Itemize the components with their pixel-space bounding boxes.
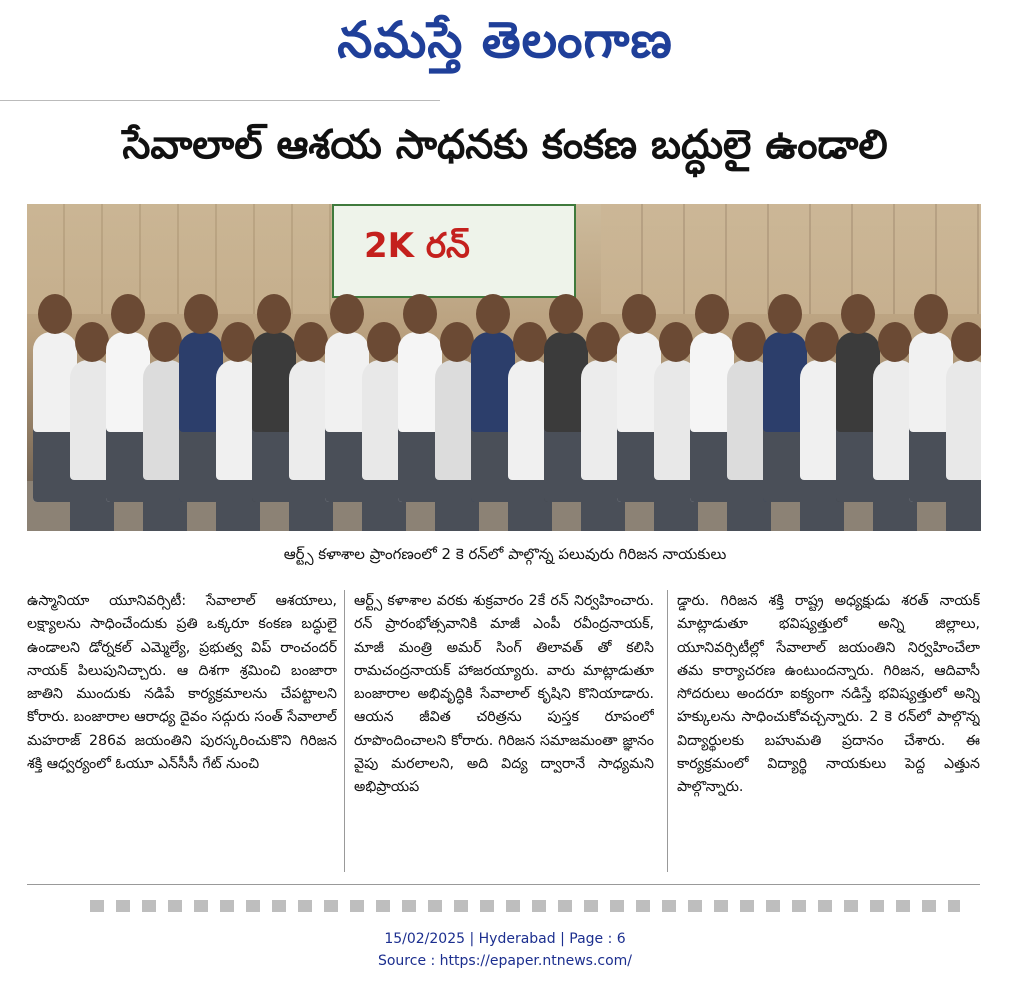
footer-date-location: 15/02/2025 | Hyderabad | Page : 6 [384,931,626,947]
person-head [549,294,583,334]
person-head [184,294,218,334]
person-figure [946,360,982,531]
person-head [294,322,328,362]
article-body [27,590,980,872]
article-column-1: ఉస్మానియా యూనివర్సిటీ: సేవాలాల్ ఆశయాలు, లక్ష్యాలను సాధించేందుకు ప్రతి ఒక్కరూ కంకణ బద్ధులై ఉండాలని డోర్నకల్ ఎమ్మెల్యే, ప్రభుత్వ విప్ రాంచందర్ నాయక్ పిలుపునిచ్చారు. ఆ దిశగా శ్రమించి బంజారా జాతిని ముందుకు నడిపే కార్యక్రమాలను చేపట్టాలని కోరారు. బంజారాల ఆరాధ్య దైవం సద్గురు సంత్ సేవాలాల్ మహరాజ్ 286వ జయంతిని పురస్కరించుకొని గిరిజన శక్తి ఆధ్వర్యంలో ఓయూ ఎన్‌సీసీ గేట్ నుంచి [27,593,337,773]
person-head [440,322,474,362]
newspaper-logo: నమస్తే తెలంగాణ [337,11,673,69]
person-head [221,322,255,362]
article-column-2: ఆర్ట్స్ కళాశాల వరకు శుక్రవారం 2కే రన్ నిర్వహించారు. రన్ ప్రారంభోత్సవానికి మాజీ ఎంపీ రవీంద్రనాయక్, మాజీ మంత్రి అమర్ సింగ్ తిలావత్ తో కలిసి రామచంద్రనాయక్ హాజరయ్యారు. వారు మాట్లాడుతూ బంజారాల అభివృద్ధికి సేవాలాల్ కృషిని కొనియాడారు. ఆయన జీవిత చరిత్రను పుస్తక రూపంలో రూపొందించాలని కోరారు. గిరిజన సమాజమంతా జ్ఞానం వైపు మరలాలని, అది విద్య ద్వారానే సాధ్యమని అభిప్రాయప [354,593,654,796]
person-head [75,322,109,362]
person-head [622,294,656,334]
column-divider [344,590,345,872]
masthead [0,0,1010,80]
person-head [476,294,510,334]
person-head [586,322,620,362]
next-article-cut-headline [90,900,960,912]
person-head [148,322,182,362]
article-bottom-rule [27,884,980,885]
person-head [403,294,437,334]
person-head [878,322,912,362]
person-head [914,294,948,334]
footer-source: Source : https://epaper.ntnews.com/ [377,953,633,969]
person-head [38,294,72,334]
photo-crowd [27,264,981,531]
person-head [768,294,802,334]
page-footer [0,928,1010,972]
person-head [841,294,875,334]
banner-text: 2K రన్ [364,226,470,266]
person-head [732,322,766,362]
masthead-divider [0,100,440,101]
person-head [951,322,982,362]
person-head [513,322,547,362]
article-column-3: డ్డారు. గిరిజన శక్తి రాష్ట్ర అధ్యక్షుడు శరత్ నాయక్ మాట్లాడుతూ భవిష్యత్తులో అన్ని జిల్లాలు, యూనివర్సిటీల్లో సేవాలాల్ జయంతిని నిర్వహించేలా తమ కార్యాచరణ ఉంటుందన్నారు. గిరిజన, ఆదివాసీ సోదరులు అందరూ ఐక్యంగా నడిస్తే భవిష్యత్తులో అన్ని హక్కులను సాధించుకోవచ్చన్నారు. 2 కె రన్‌లో పాల్గొన్న విద్యార్థులకు బహుమతి ప్రదానం చేశారు. ఈ కార్యక్రమంలో విద్యార్థి నాయకులు పెద్ద ఎత్తున పాల్గొన్నారు. [677,593,980,796]
person-head [330,294,364,334]
photo-caption: ఆర్ట్స్ కళాశాల ప్రాంగణంలో 2 కె రన్‌లో పాల్గొన్న పలువురు గిరిజన నాయకులు [283,545,727,563]
person-head [659,322,693,362]
news-photo [27,204,981,531]
person-head [111,294,145,334]
article-headline: సేవాలాల్ ఆశయ సాధనకు కంకణ బద్ధులై ఉండాలి [122,122,888,168]
person-head [257,294,291,334]
person-head [695,294,729,334]
person-head [367,322,401,362]
column-divider [667,590,668,872]
person-head [805,322,839,362]
